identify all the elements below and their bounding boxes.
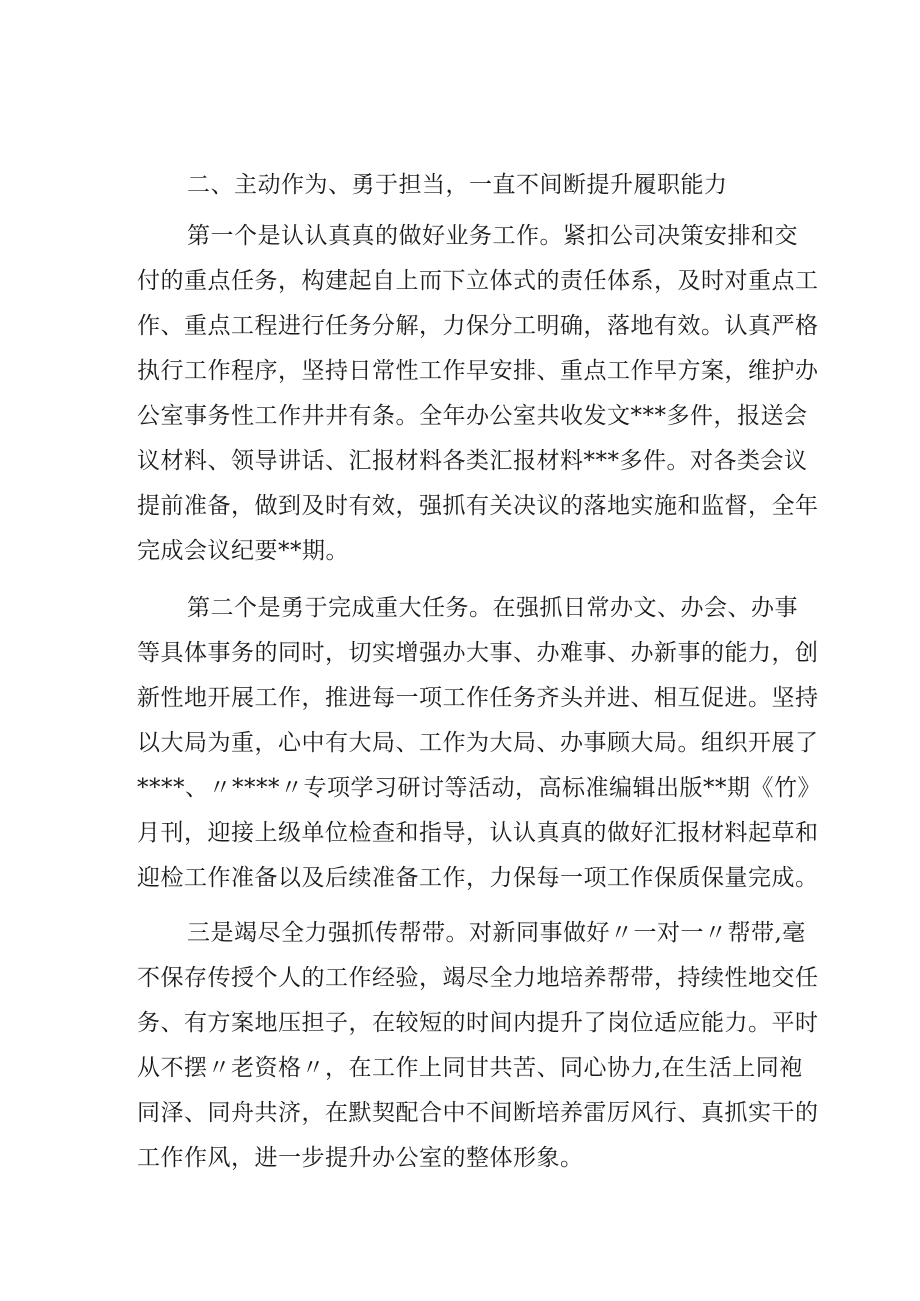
paragraph-1-line-7: 提前准备，做到及时有效，强抓有关决议的落地实施和监督，全年: [137, 493, 819, 519]
paragraph-3-line-1: 三是竭尽全力强抓传帮带。对新同事做好〃一对一〃帮带,毫: [187, 920, 806, 946]
paragraph-1-line-3: 作、重点工程进行任务分解，力保分工明确，落地有效。认真严格: [137, 313, 819, 339]
paragraph-2-line-3: 新性地开展工作，推进每一项工作任务齐头并进、相互促进。坚持: [137, 685, 819, 711]
paragraph-1-line-4: 执行工作程序，坚持日常性工作早安排、重点工作早方案，维护办: [137, 358, 819, 384]
paragraph-2-line-1: 第二个是勇于完成重大任务。在强抓日常办文、办会、办事: [187, 595, 798, 621]
paragraph-2-line-7: 迎检工作准备以及后续准备工作，力保每一项工作保质保量完成。: [137, 865, 819, 891]
paragraph-3-line-6: 工作作风，进一步提升办公室的整体形象。: [137, 1145, 584, 1171]
paragraph-1-line-8: 完成会议纪要**期。: [137, 538, 349, 564]
paragraph-3-line-3: 务、有方案地压担子，在较短的时间内提升了岗位适应能力。平时: [137, 1010, 819, 1036]
paragraph-1-line-6: 议材料、领导讲话、汇报材料各类汇报材料***多件。对各类会议: [137, 448, 808, 474]
paragraph-2-line-5: ****、〃****〃专项学习研讨等活动，高标准编辑出版**期《竹》: [137, 775, 821, 801]
paragraph-1-line-5: 公室事务性工作井井有条。全年办公室共收发文***多件，报送会: [137, 403, 808, 429]
paragraph-3-line-4: 从不摆〃老资格〃，在工作上同甘共苦、同心协力,在生活上同袍: [137, 1055, 803, 1081]
paragraph-2-line-6: 月刊，迎接上级单位检查和指导，认认真真的做好汇报材料起草和: [137, 820, 819, 846]
paragraph-2-line-4: 以大局为重，心中有大局、工作为大局、办事顾大局。组织开展了: [137, 730, 819, 756]
paragraph-1-line-2: 付的重点任务，构建起自上而下立体式的责任体系，及时对重点工: [137, 268, 819, 294]
paragraph-3-line-2: 不保存传授个人的工作经验，竭尽全力地培养帮带，持续性地交任: [137, 965, 819, 991]
section-heading: 二、主动作为、勇于担当，一直不间断提升履职能力: [187, 172, 728, 198]
paragraph-3-line-5: 同泽、同舟共济，在默契配合中不间断培养雷厉风行、真抓实干的: [137, 1100, 819, 1126]
paragraph-1-line-1: 第一个是认认真真的做好业务工作。紧扣公司决策安排和交: [187, 223, 798, 249]
paragraph-2-line-2: 等具体事务的同时，切实增强办大事、办难事、办新事的能力，创: [137, 640, 819, 666]
